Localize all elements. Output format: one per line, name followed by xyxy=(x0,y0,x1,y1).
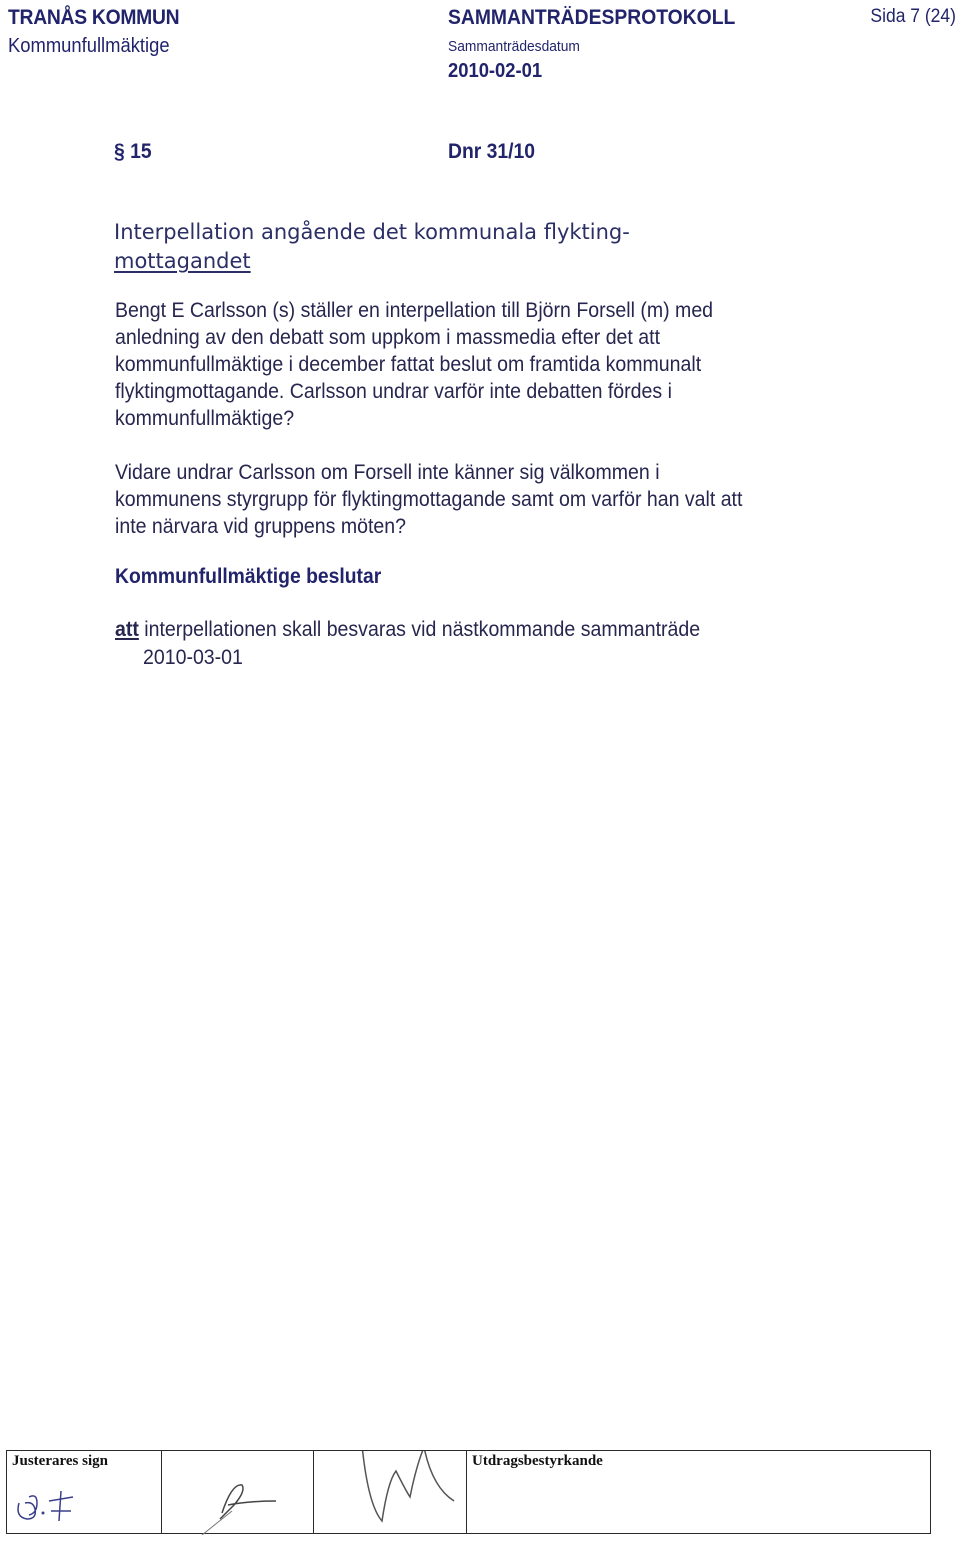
decision-date: 2010-03-01 xyxy=(143,646,243,669)
paragraph-number: § 15 xyxy=(114,140,152,163)
decision-line xyxy=(115,618,700,642)
signature-cell-1 xyxy=(7,1451,162,1533)
decision-text: interpellationen skall besvaras vid nästkommande sammanträde xyxy=(144,618,701,641)
organization-name: TRANÅS KOMMUN xyxy=(8,6,180,29)
registration-number: Dnr 31/10 xyxy=(448,140,535,163)
meeting-date: 2010-02-01 xyxy=(448,60,543,82)
page-number: Sida 7 (24) xyxy=(870,6,956,27)
document-type: SAMMANTRÄDESPROTOKOLL xyxy=(448,6,736,29)
section-title xyxy=(114,218,734,276)
body-paragraph-1: Bengt E Carlsson (s) ställer en interpellation till Björn Forsell (m) med anledning av den debatt som uppkom i massmedia efter det att kommunfullmäktige i december fattat beslut om framtida kommunalt flyktingmottagande. Carlsson undrar varför inte debatten fördes i kommunfullmäktige? xyxy=(115,299,714,430)
justerares-sign-label: Justerares sign xyxy=(12,1453,108,1469)
utdragsbestyrkande-cell xyxy=(467,1451,930,1533)
decision-att: att xyxy=(115,618,139,641)
meeting-date-label: Sammanträdesdatum xyxy=(448,38,580,55)
signature-initials-1 xyxy=(7,1451,162,1535)
decision-heading: Kommunfullmäktige beslutar xyxy=(115,565,382,588)
signature-table xyxy=(6,1450,931,1534)
body-name: Kommunfullmäktige xyxy=(8,35,170,57)
utdragsbestyrkande-label: Utdragsbestyrkande xyxy=(472,1453,603,1469)
signature-cell-3 xyxy=(314,1451,467,1533)
body-paragraph-2: Vidare undrar Carlsson om Forsell inte känner sig välkommen i kommunens styrgrupp för flyktingmottagande samt om varför han valt att inte närvara vid gruppens möten? xyxy=(115,461,743,538)
section-title-line2: mottagandet xyxy=(114,249,251,273)
signature-cell-2 xyxy=(162,1451,314,1533)
signature-initials-2 xyxy=(162,1451,314,1535)
section-title-line1: Interpellation angående det kommunala flykting- xyxy=(114,220,630,244)
signature-initials-3 xyxy=(314,1451,467,1535)
